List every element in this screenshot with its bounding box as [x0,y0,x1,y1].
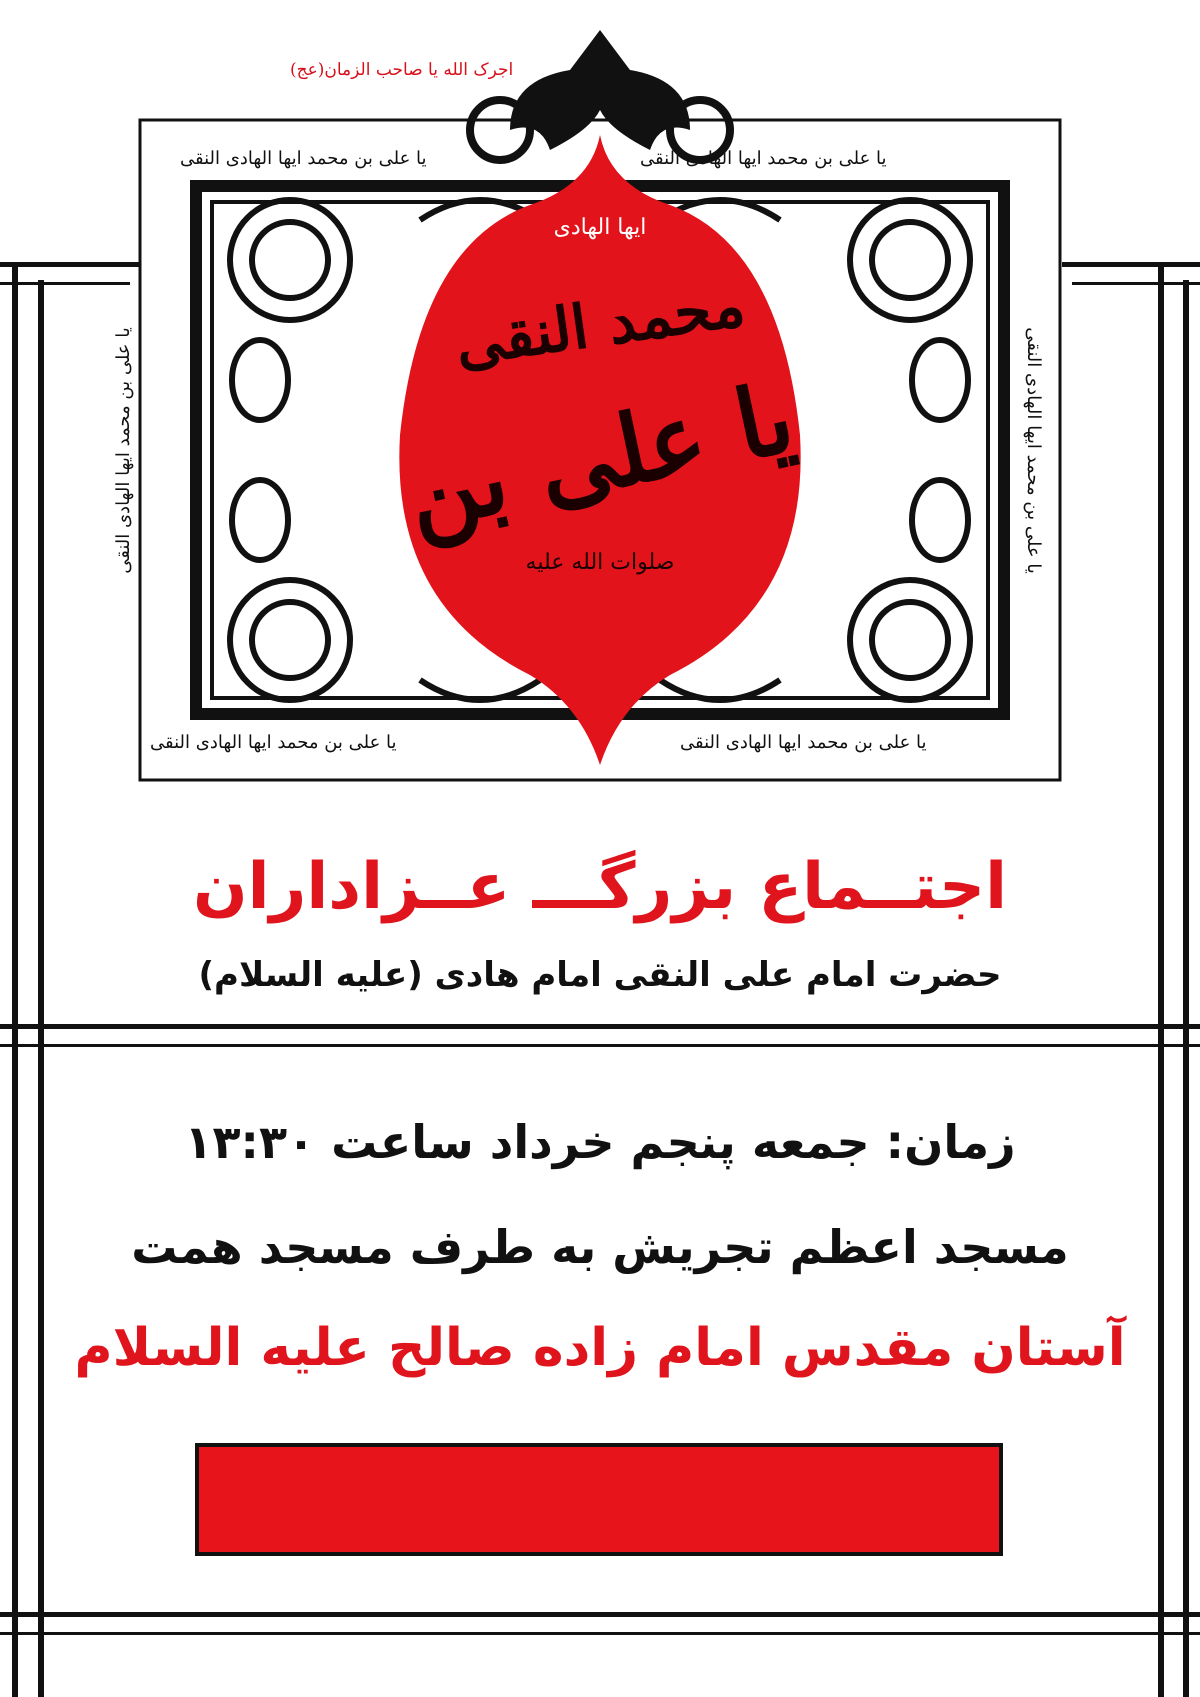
frame-top-left-bar [0,262,140,267]
border-text-left: یا علی بن محمد ایها الهادی النقی [112,327,134,574]
calligraphy-small-bottom: صلوات الله علیه [525,550,675,575]
divider-2 [0,1612,1200,1617]
divider-2-thin [0,1632,1200,1635]
event-shrine: آستان مقدس امام زاده صالح علیه السلام [74,1318,1126,1378]
event-subtitle: حضرت امام علی النقی امام هادی (علیه السلام) [198,955,1002,995]
calligraphy-line-1: محمد النقی [450,270,750,380]
red-banner-box [195,1443,1003,1556]
event-time: زمان: جمعه پنجم خرداد ساعت ۱۳:۳۰ [184,1115,1016,1169]
calligraphy-small-top: ایها الهادی [553,215,647,240]
calligraphy-line-2: یا علی بن [396,360,804,553]
border-text-bottom-right: یا علی بن محمد ایها الهادی النقی [680,732,927,753]
banner-caption: اجرک الله یا صاحب الزمان(عج) [290,60,514,80]
event-title: اجتــماع بزرگـــ عــزاداران [192,850,1008,924]
frame-top-right-bar [1062,262,1200,267]
frame-top-right-thin [1072,282,1200,285]
border-text-bottom: یا علی بن محمد ایها الهادی النقی [150,732,397,753]
divider-1 [0,1024,1200,1029]
border-text-top-left: یا علی بن محمد ایها الهادی النقی [180,148,427,169]
event-route: مسجد اعظم تجریش به طرف مسجد همت [131,1220,1069,1274]
divider-1-thin [0,1044,1200,1047]
banner [112,20,1080,790]
frame-top-left-thin [0,282,130,285]
border-text-top: یا علی بن محمد ایها الهادی النقی [640,148,887,169]
border-text-right: یا علی بن محمد ایها الهادی النقی [1022,327,1044,574]
